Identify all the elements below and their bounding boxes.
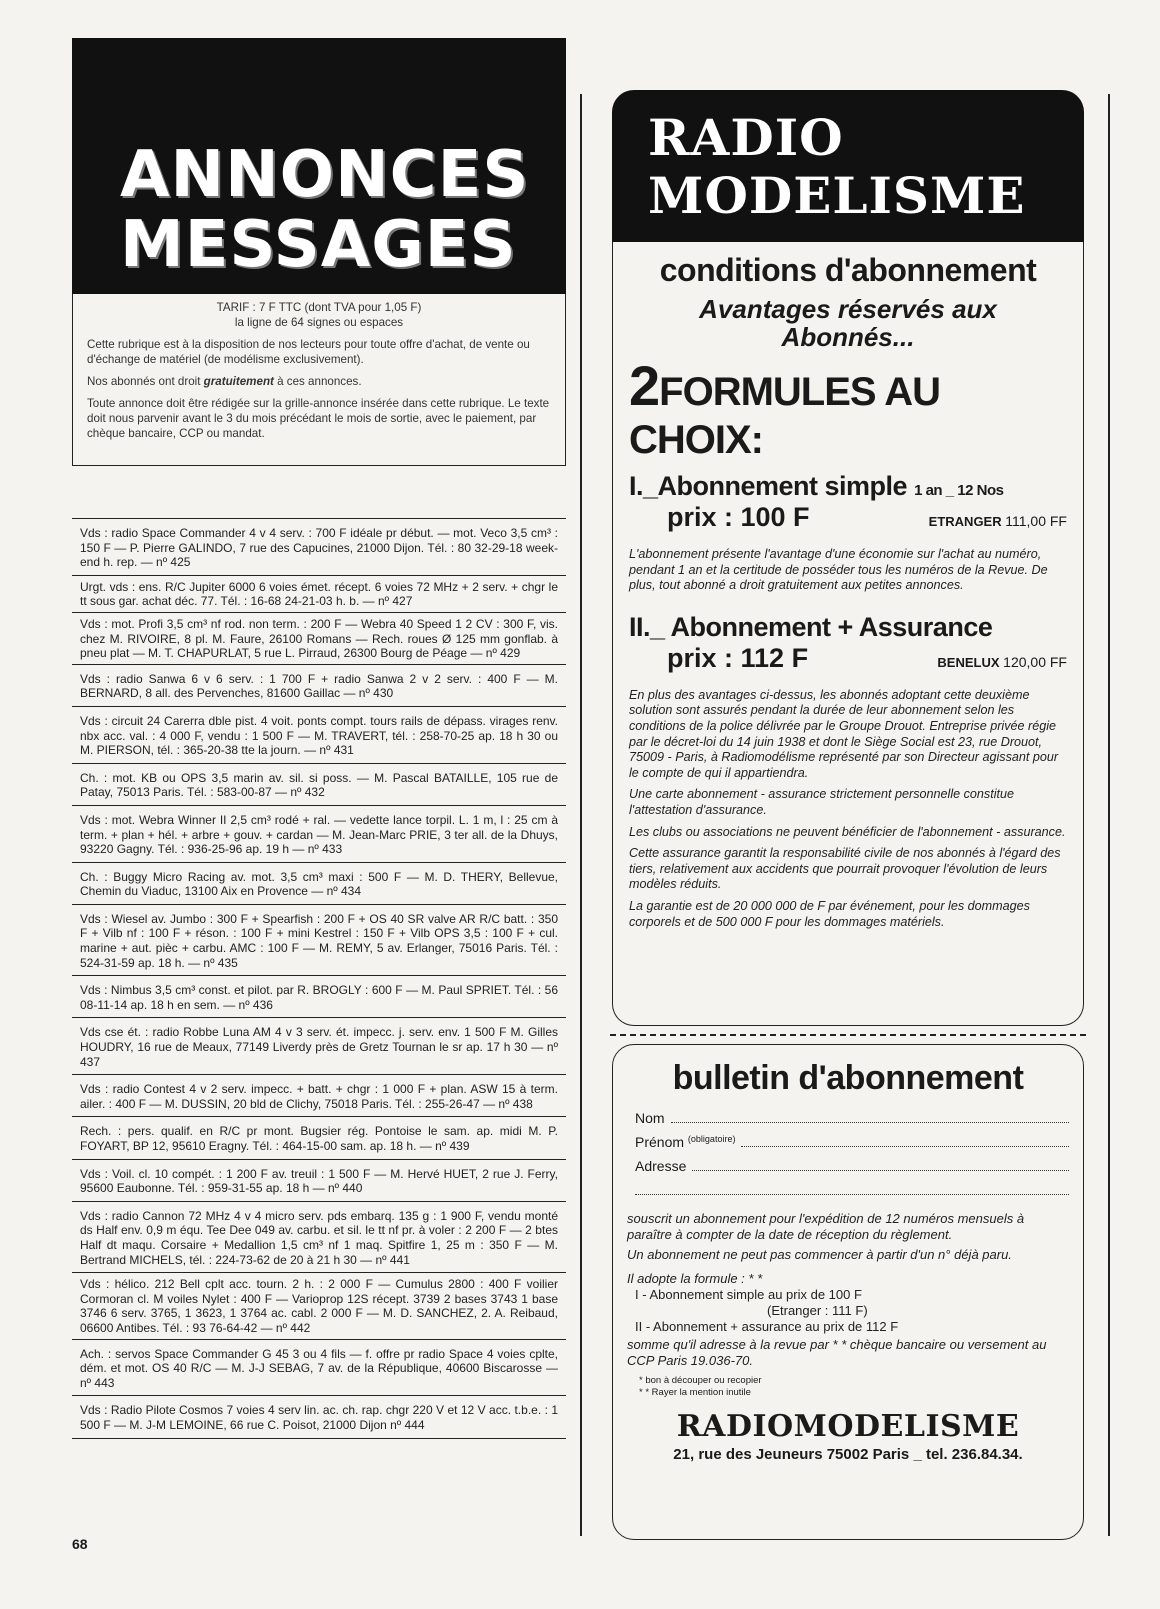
formule-1-text: L'abonnement présente l'avantage d'une économie sur l'achat au numéro, pendant 1 an et la certitude de posséder tous les numéros de la Revue. De plus, tout abonné a droit gratuitement aux petites annonces.: [629, 547, 1048, 593]
ad-item: Vds : Radio Pilote Cosmos 7 voies 4 serv lin. ac. ch. rap. chgr 220 V et 12 V acc. t.b.e. : 1 500 F — M. J-M LEMOINE, 66 rue C. Poisot, 21000 Dijon nº 444: [72, 1396, 566, 1438]
formule-1-price: prix : 100 F: [667, 502, 810, 532]
adresse-dots-2[interactable]: [635, 1182, 1069, 1195]
ad-item: Ach. : servos Space Commander G 45 3 ou 4 fils — f. offre pr radio Space 4 voies cplte, dém. et mot. OS 40 R/C — M. J-J SEBAG, 7 av. de la République, 40600 Biscarosse — nº 443: [72, 1340, 566, 1397]
brand-line-2: MODELISME: [648, 166, 1026, 225]
option-1[interactable]: I - Abonnement simple au prix de 100 F: [635, 1287, 862, 1302]
abonnes-post: à ces annonces.: [277, 375, 362, 388]
prenom-label: Prénom: [635, 1134, 685, 1150]
annonces-column: [72, 38, 566, 466]
conditions-box: [612, 242, 1084, 1026]
nom-dots[interactable]: [671, 1110, 1069, 1123]
ad-item: Vds : radio Sanwa 6 v 6 serv. : 1 700 F + radio Sanwa 2 v 2 serv. : 400 F — M. BERNARD, 8 all. des Pervenches, 81600 Gaillac — nº 430: [72, 665, 566, 707]
title-line-2: MESSAGES: [120, 208, 517, 282]
deja-paru-text: Un abonnement ne peut pas commencer à partir d'un n° déjà paru.: [627, 1247, 1012, 1262]
ad-item: Vds : radio Cannon 72 MHz 4 v 4 micro serv. pds embarq. 135 g : 1 900 F, vendu monté ds Half env. 0,9 m équ. Tee Dee 049 av. carbu. et sil. le tt nf pr. à voler : 2 200 F — 2 btes Half dt maqu. Corsaire + Medallion 1,5 cm³ nf 1 maq. Spitfire 1, 25 m : 350 F — M. Bertrand MICHELS, tél. : 224-73-62 de 20 à 21 h 30 — nº 441: [72, 1202, 566, 1273]
formule-2-text-2: Une carte abonnement - assurance strictement personnelle constitue l'attestation d'assurance.: [629, 787, 1015, 817]
ad-item: Vds : Voil. cl. 10 compét. : 1 200 F av. treuil : 1 500 F — M. Hervé HUET, 2 rue J. Ferry, 95600 Eaubonne. Tél. : 959-31-55 ap. 18 h — nº 440: [72, 1160, 566, 1202]
note-1: * bon à découper ou recopier: [639, 1375, 762, 1386]
tarif-line-1: TARIF : 7 F TTC (dont TVA pour 1,05 F): [216, 301, 422, 314]
formule-2-text-3: Les clubs ou associations ne peuvent bénéficier de l'abonnement - assurance.: [629, 824, 1066, 839]
cut-line: [610, 1034, 1086, 1036]
ad-item: Vds : mot. Profi 3,5 cm³ nf rod. non term. : 200 F — Webra 40 Speed 1 2 CV : 300 F, vis. chez M. RIVOIRE, 8 pl. M. Faure, 26100 Romans — Rech. roues Ø 125 mm gonflab. à pneu plat — M. T. CHAPURLAT, 5 rue L. Pirraud, 26300 Bourg de Péage — nº 429: [72, 613, 566, 665]
ad-item: Vds : mot. Webra Winner II 2,5 cm³ rodé + ral. — vedette lance torpil. L. 1 m, l : 25 cm à term. + plan + hél. + arbre + gouv. + cardan — M. Jean-Marc PRIE, 3 ter all. de la Dhuys, 93220 Gagny. Tél. : 936-25-96 ap. 19 h — nº 433: [72, 806, 566, 863]
prenom-note: (obligatoire): [687, 1134, 736, 1144]
ad-item: Vds : circuit 24 Carerra dble pist. 4 voit. ponts compt. tours rails de dépass. virages renv. nbx acc. val. : 4 000 F, vendu : 1 500 F — M. TRAVERT, tél. : 258-70-25 ap. 18 h 30 ou M. PIERSON, tél. : 365-20-38 tte la journ. — nº 431: [72, 707, 566, 764]
abonnes-pre: Nos abonnés ont droit: [87, 375, 201, 388]
option-1-etranger: (Etranger : 111 F): [767, 1303, 868, 1318]
ad-item: Vds : hélico. 212 Bell cplt acc. tourn. 2 h. : 2 000 F — Cumulus 2800 : 400 F voilier Cormoran cl. M voiles Nylet : 400 F — Varioprop 12S récept. 3739 2 bases 3743 1 base 3746 6 serv. 3765, 1 3623, 1 3764 ac. cabl. 2 000 F — M. D. SANCHEZ, 2. A. Reibaud, 06600 Antibes. Tél. : 93 76-64-42 — nº 442: [72, 1273, 566, 1339]
avantages-line-2: Abonnés...: [781, 322, 915, 352]
ad-item: Ch. : mot. KB ou OPS 3,5 marin av. sil. si poss. — M. Pascal BATAILLE, 105 rue de Patay, 75013 Paris. Tél. : 583-00-87 — nº 432: [72, 764, 566, 806]
etranger-value: 111,00 FF: [1005, 513, 1067, 529]
formule-2-price: prix : 112 F: [667, 642, 809, 673]
avantages-heading: [629, 295, 1067, 351]
bulletin-address: 21, rue des Jeuneurs 75002 Paris _ tel. 236.84.34.: [673, 1446, 1023, 1463]
formule-2-text-1: En plus des avantages ci-dessus, les abonnés adoptant cette deuxième solution sont assurés pendant la durée de leur abonnement selon les conditions de la police délivrée par le Groupe Drouot. Entreprise privée régie par le décret-loi du 14 juin 1938 et dont le Siège Social est 23, rue Drouot, 75009 - Paris, à Radiomodélisme représenté par son Directeur agissant pour le compte de qui il appartiendra.: [629, 687, 1059, 780]
benelux-value: 120,00 FF: [1003, 653, 1067, 670]
tarif-line-2: la ligne de 64 signes ou espaces: [234, 316, 404, 329]
column-divider-right: [1108, 94, 1110, 1536]
adopte-text: Il adopte la formule : * *: [627, 1271, 763, 1286]
etranger-label: ETRANGER: [928, 514, 1002, 529]
etranger-price: [929, 513, 1067, 529]
annonces-title-banner: [72, 38, 566, 294]
option-2[interactable]: II - Abonnement + assurance au prix de 112 F: [635, 1319, 899, 1334]
formules-heading: [629, 353, 1067, 463]
ad-item: Vds : Wiesel av. Jumbo : 300 F + Spearfish : 200 F + OS 40 SR valve AR R/C batt. : 350 F + Vilb nf : 100 F + réson. : 100 F + mini Kestrel : 150 F + Vilb OPS 3,5 : 100 F + cul. marine + aut. pièc + carbu. AMC : 100 F — M. REMY, 5 av. Erlanger, 75016 Paris. Tél. : 524-31-59 ap. 18 h. — nº 435: [72, 905, 566, 976]
formule-2-title: II._ Abonnement + Assurance: [629, 611, 993, 642]
adresse-label: Adresse: [635, 1158, 687, 1174]
avantages-line-1: Avantages réservés aux: [699, 294, 997, 324]
adresse-dots[interactable]: [692, 1158, 1069, 1171]
prenom-dots[interactable]: [741, 1134, 1069, 1147]
rubrique-text: Cette rubrique est à la disposition de nos lecteurs pour toute offre d'achat, de vente ou d'échange de matériel (de modélisme exclusivement).: [87, 338, 530, 366]
formules-text: FORMULES AU CHOIX:: [629, 370, 940, 462]
formule-1-price-line: [667, 502, 1067, 533]
brand-line-1: RADIO: [648, 108, 844, 167]
somme-text: somme qu'il adresse à la revue par * * chèque bancaire ou versement au CCP Paris 19.036-70.: [627, 1337, 1047, 1368]
page-number: 68: [72, 1536, 88, 1552]
formule-2-price-line: [667, 643, 1067, 674]
ad-item: Rech. : pers. qualif. en R/C pr mont. Bugsier rég. Pontoise le sam. ap. midi M. P. FOYART, BP 12, 95610 Eragny. Tél. : 464-15-00 sam. ap. 18 h. — nº 439: [72, 1117, 566, 1159]
redaction-text: Toute annonce doit être rédigée sur la grille-annonce insérée dans cette rubrique. Le texte doit nous parvenir avant le 3 du mois précédant le mois de sortie, avec le paiement, par chèque bancaire, CCP ou mandat.: [87, 397, 550, 440]
abonnes-text: [87, 374, 551, 389]
abonnement-column: [612, 90, 1084, 1026]
benelux-label: BENELUX: [937, 654, 1000, 670]
ad-item: Vds : radio Space Commander 4 v 4 serv. : 700 F idéale pr début. — mot. Veco 3,5 cm³ : 150 F — P. Pierre GALINDO, 7 rue des Capucines, 21000 Dijon. Tél. : 80 32-29-18 week-end h. rep. — nº 425: [72, 519, 566, 576]
formule-1-detail: 1 an _ 12 Nos: [914, 482, 1004, 499]
bulletin-title: bulletin d'abonnement: [672, 1059, 1024, 1097]
formule-2-text-5: La garantie est de 20 000 000 de F par événement, pour les dommages corporels et de 500 000 F pour les dommages matériels.: [629, 898, 1030, 929]
adresse-field[interactable]: [635, 1158, 1069, 1174]
formules-number: 2: [629, 354, 660, 417]
benelux-price: [937, 654, 1067, 670]
bulletin-brand: RADIOMODELISME: [676, 1409, 1020, 1444]
ad-item: Vds : radio Contest 4 v 2 serv. impecc. + batt. + chgr : 1 000 F + plan. ASW 15 à term. ailer. : 400 F — M. DUSSIN, 20 bld de Clichy, 75018 Paris. Tél. : 255-26-47 — nº 438: [72, 1075, 566, 1117]
ads-list: [72, 518, 566, 1439]
conditions-title: conditions d'abonnement: [659, 252, 1037, 288]
nom-label: Nom: [635, 1110, 665, 1126]
bulletin-form: [612, 1044, 1084, 1540]
nom-field[interactable]: [635, 1110, 1069, 1126]
ad-item: Vds cse ét. : radio Robbe Luna AM 4 v 3 serv. ét. impecc. j. serv. env. 1 500 F M. Gilles HOUDRY, 16 rue de Meaux, 77149 Liverdy près de Gretz Tournan le sr ap. 17 h 30 — nº 437: [72, 1018, 566, 1075]
souscrit-text: souscrit un abonnement pour l'expédition de 12 numéros mensuels à paraître à compter de la date de réception du règlement.: [627, 1211, 1025, 1242]
formule-2-text-4: Cette assurance garantit la responsabilité civile de nos abonnés à l'égard des tiers, relativement aux accidents que pourrait provoquer l'évolution de leurs modèles réduits.: [629, 846, 1061, 892]
formule-1-title: [629, 471, 1067, 502]
ad-item: Urgt. vds : ens. R/C Jupiter 6000 6 voies émet. récept. 6 voies 72 MHz + 2 serv. + chgr le tt sous gar. achat déc. 77. Tél. : 16-68 24-21-03 h. b. — nº 427: [72, 576, 566, 613]
formule-1-name: I._Abonnement simple: [629, 471, 908, 501]
note-2: * * Rayer la mention inutile: [639, 1387, 751, 1398]
adresse-field-2[interactable]: [635, 1182, 1069, 1195]
ad-item: Ch. : Buggy Micro Racing av. mot. 3,5 cm³ maxi : 500 F — M. D. THERY, Bellevue, Chemin du Viaduc, 13100 Aix en Provence — nº 434: [72, 863, 566, 905]
radio-modelisme-banner: [612, 90, 1084, 242]
abonnes-bold: gratuitement: [203, 375, 274, 388]
ad-item: Vds : Nimbus 3,5 cm³ const. et pilot. par R. BROGLY : 600 F — M. Paul SPRIET. Tél. : 56 08-11-14 ap. 18 h en sem. — nº 436: [72, 976, 566, 1018]
title-line-1: ANNONCES: [120, 138, 530, 212]
tarif-box: [72, 294, 566, 466]
column-divider-left: [580, 94, 582, 1536]
prenom-field[interactable]: [635, 1134, 1069, 1150]
